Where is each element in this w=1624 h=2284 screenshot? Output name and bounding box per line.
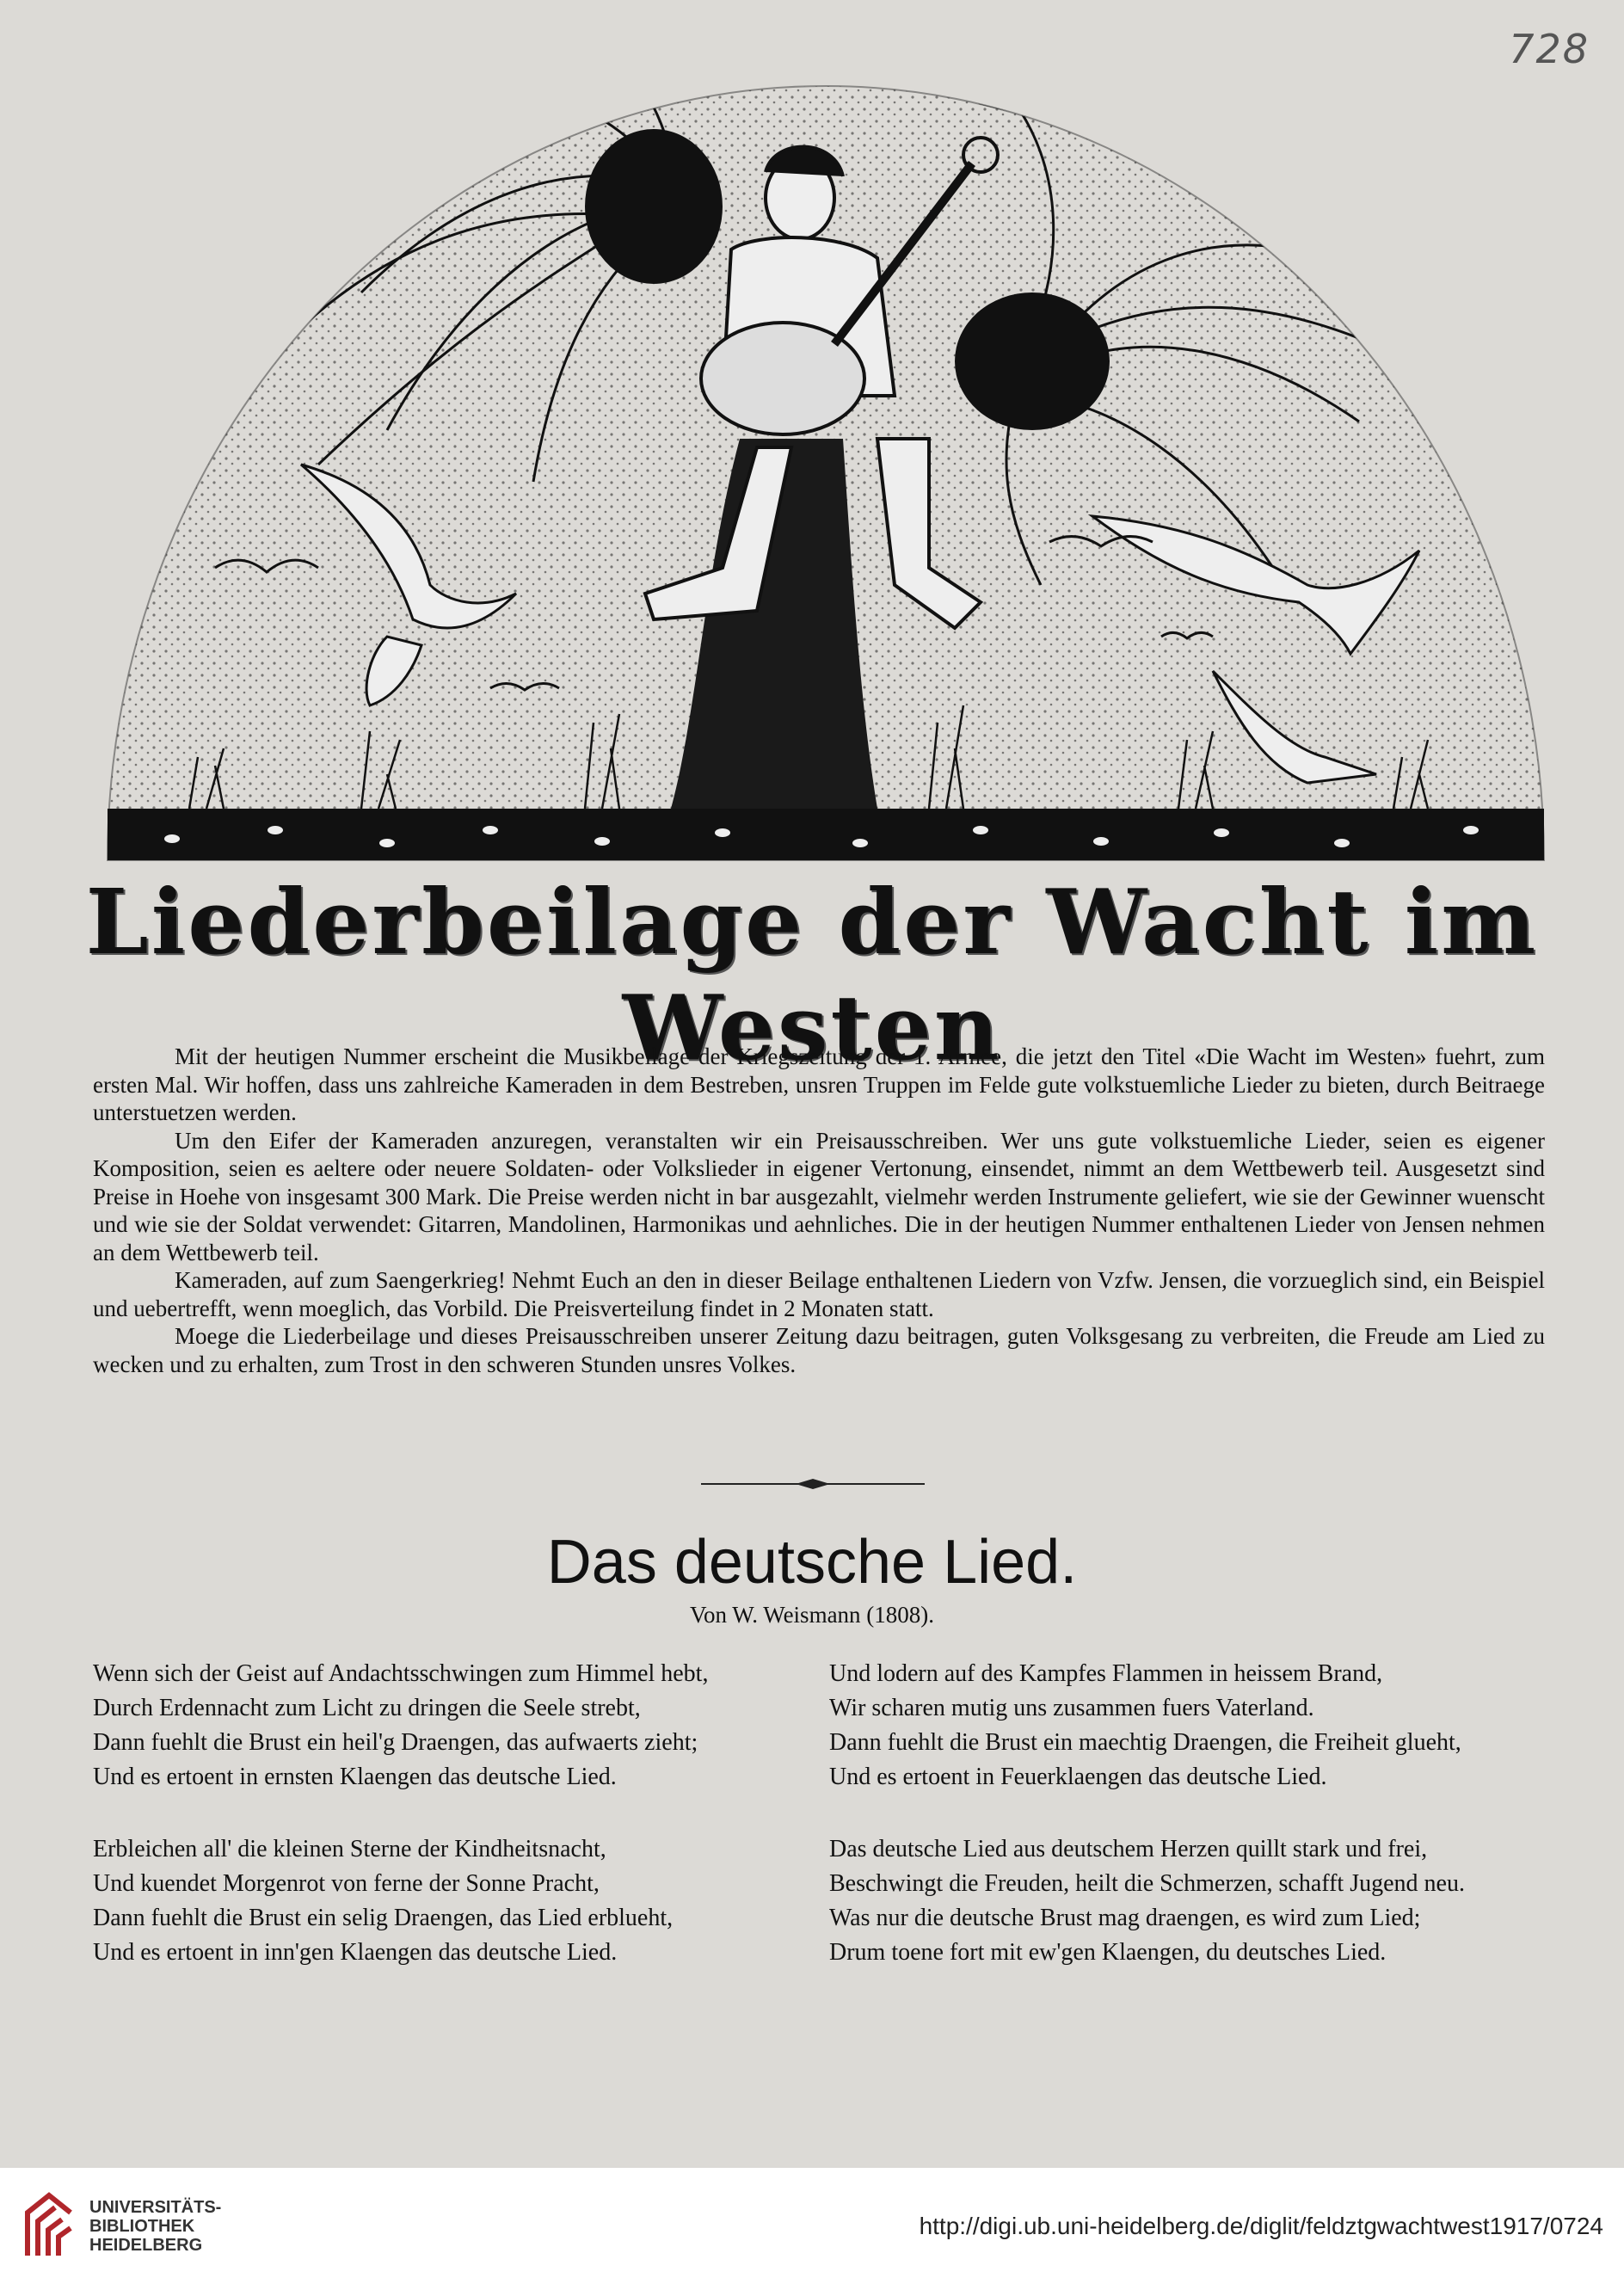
verse-line: Wenn sich der Geist auf Andachtsschwingen zum Himmel hebt, [93,1660,709,1687]
library-name-line: BIBLIOTHEK [89,2217,195,2236]
header-illustration [103,34,1548,877]
intro-paragraph: Moege die Liederbeilage und dieses Preisausschreiben unserer Zeitung dazu beitragen, guten Volksgesang zu verbreiten, die Freude am Lied zu wecken und zu erhalten, zum Trost in den schweren Stunden unsres Volkes. [93,1323,1545,1377]
library-name-line: UNIVERSITÄTS- [89,2198,222,2217]
verse-line: Das deutsche Lied aus deutschem Herzen quillt stark und frei, [829,1836,1428,1862]
verse-line: Drum toene fort mit ew'gen Klaengen, du deutsches Lied. [829,1939,1387,1966]
stanza-2 [829,1657,1560,1795]
masthead-title: Liederbeilage der Wacht im Westen [85,869,1539,1080]
intro-text [93,1043,1545,1378]
verse-line: Und es ertoent in inn'gen Klaengen das deutsche Lied. [93,1939,618,1966]
verse-line: Durch Erdennacht zum Licht zu dringen die Seele strebt, [93,1695,641,1721]
library-name-line: HEIDELBERG [89,2236,203,2255]
song-title: Das deutsche Lied. [546,1528,1078,1597]
verse-line: Wir scharen mutig uns zusammen fuers Vaterland. [829,1695,1314,1721]
verse-line: Dann fuehlt die Brust ein maechtig Draengen, die Freiheit glueht, [829,1729,1461,1756]
verse-line: Und kuendet Morgenrot von ferne der Sonne Pracht, [93,1870,600,1897]
verse-line: Beschwingt die Freuden, heilt die Schmerzen, schafft Jugend neu. [829,1870,1465,1897]
stanza-1 [93,1657,824,1795]
verse-line: Und lodern auf des Kampfes Flammen in heissem Brand, [829,1660,1383,1687]
verse-line: Dann fuehlt die Brust ein heil'g Draengen, das aufwaerts zieht; [93,1729,698,1756]
verse-line: Was nur die deutsche Brust mag draengen, es wird zum Lied; [829,1905,1421,1931]
verse-line: Und es ertoent in Feuerklaengen das deutsche Lied. [829,1764,1327,1790]
source-url-link[interactable]: http://digi.ub.uni-heidelberg.de/diglit/feldztgwachtwest1917/0724 [919,2213,1603,2239]
verse-line: Erbleichen all' die kleinen Sterne der Kindheitsnacht, [93,1836,606,1862]
intro-paragraph: Mit der heutigen Nummer erscheint die Musikbeilage der Kriegszeitung der 1. Armee, die jetzt den Titel «Die Wacht im Westen» fuehrt, zum ersten Mal. Wir hoffen, dass uns zahlreiche Kameraden in dem Bestreben, unsren Truppen im Felde gute volkstuemliche Lieder zu bieten, durch Beitraege unterstuetzen werden. [93,1043,1545,1125]
verse-line: Und es ertoent in ernsten Klaengen das deutsche Lied. [93,1764,617,1790]
verse-line: Dann fuehlt die Brust ein selig Draengen, das Lied erblueht, [93,1905,674,1931]
stanza-3 [93,1832,824,1970]
library-logo-icon [19,2187,79,2264]
library-name [89,2198,221,2255]
intro-paragraph: Um den Eifer der Kameraden anzuregen, veranstalten wir ein Preisausschreiben. Wer uns gute volkstuemliche Lieder, seien es eigener Komposition, seien es aeltere oder neuere Soldaten- oder Volkslieder in eigener Vertonung, einsendet, nimmt an dem Wettbewerb teil. Ausgesetzt sind Preise in Hoehe von insgesamt 300 Mark. Die Preise werden nicht in bar ausgezahlt, vielmehr werden Instrumente geliefert, wie sie der Gewinner wuenscht und wie sie der Soldat verwendet: Gitarren, Mandolinen, Harmonikas und aehnliches. Die in der heutigen Nummer enthaltenen Lieder von Jensen nehmen an dem Wettbewerb teil. [93,1127,1545,1265]
intro-paragraph: Kameraden, auf zum Saengerkrieg! Nehmt Euch an den in dieser Beilage enthaltenen Liedern von Vzfw. Jensen, die vorzueglich sind, ein Beispiel und uebertrefft, wenn moeglich, das Vorbild. Die Preisverteilung findet in 2 Monaten statt. [93,1267,1545,1321]
ornamental-divider [701,1478,925,1490]
song-author: Von W. Weismann (1808). [689,1602,935,1628]
footer-bar [0,2168,1624,2284]
stanza-4 [829,1832,1560,1970]
page-number: 728 [1509,26,1590,72]
